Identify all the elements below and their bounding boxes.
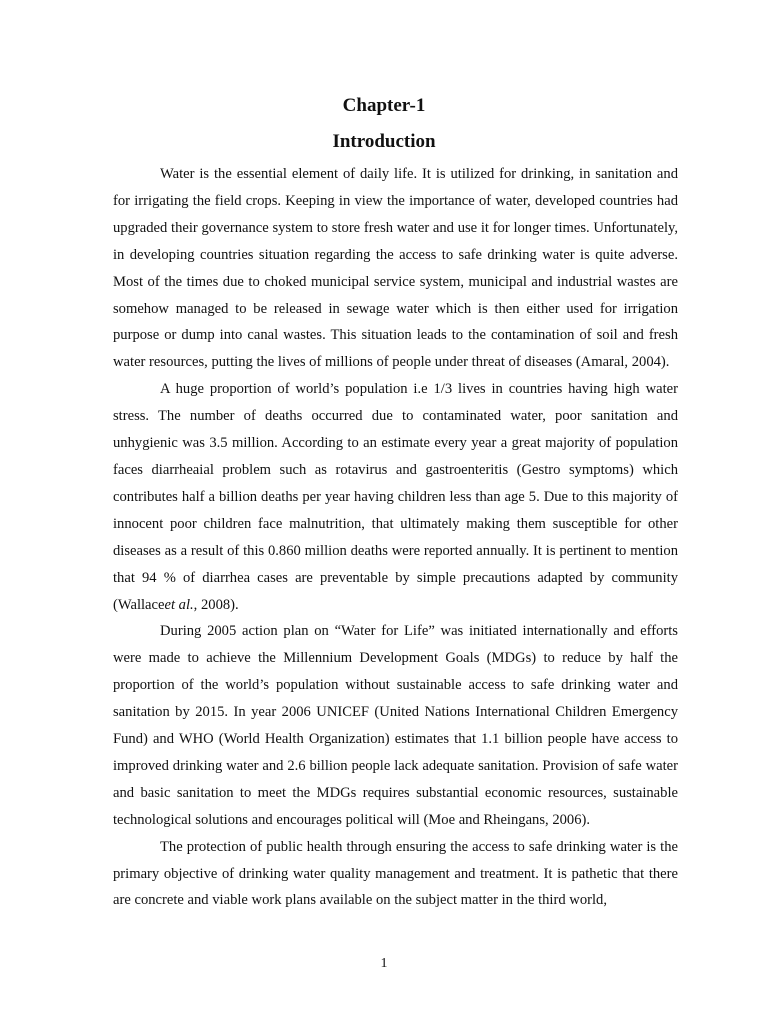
paragraph-text: , 2008).	[193, 596, 239, 613]
chapter-label: Chapter-1	[342, 95, 426, 116]
paragraph-text: A huge proportion of world’s population i.e 1/3 lives in countries having high water stress. The number of deaths occurred due to contaminated water, poor sanitation and unhygienic was 3.5 million. According to an estimate every year a great majority of population faces diarrheaial problem such as rotavirus and gastroenteritis (Gestro symptoms) which contributes half a billion deaths per year having children less than age 5. Due to this majority of innocent poor children face malnutrition, that ultimately making them susceptible for other diseases as a result of this 0.860 million deaths were reported annually. It is pertinent to mention that 94 % of diarrhea cases are preventable by simple precautions adapted by community (Wallace	[113, 381, 678, 613]
body-text	[113, 161, 678, 914]
paragraph-water-for-life: During 2005 action plan on “Water for Life” was initiated internationally and efforts were made to achieve the Millennium Development Goals (MDGs) to reduce by half the proportion of the world’s population without sustainable access to safe drinking water and sanitation by 2015. In year 2006 UNICEF (United Nations International Children Emergency Fund) and WHO (World Health Organization) estimates that 1.1 billion people have access to improved drinking water and 2.6 billion people lack adequate sanitation. Provision of safe water and basic sanitation to meet the MDGs requires substantial economic resources, sustainable technological solutions and encourages political will (Moe and Rheingans, 2006).	[113, 623, 678, 828]
citation-et-al: et al.	[164, 596, 194, 613]
paragraph-water-essential: Water is the essential element of daily life. It is utilized for drinking, in sanitation and for irrigating the field crops. Keeping in view the importance of water, developed countries had upgraded their governance system to store fresh water and use it for longer times. Unfortunately, in developing countries situation regarding the access to safe drinking water is quite adverse. Most of the times due to choked municipal service system, municipal and industrial wastes are somehow managed to be released in sewage water which is then either used for irrigation purpose or dump into canal wastes. This situation leads to the contamination of soil and fresh water resources, putting the lives of millions of people under threat of diseases (Amaral, 2004).	[113, 166, 678, 371]
page-number: 1	[380, 956, 388, 971]
paragraph-population-stress	[113, 376, 678, 618]
chapter-title: Introduction	[332, 131, 436, 152]
paragraph-public-health: The protection of public health through ensuring the access to safe drinking water is the primary objective of drinking water quality management and treatment. It is pathetic that there are concrete and viable work plans available on the subject matter in the third world,	[113, 838, 678, 909]
